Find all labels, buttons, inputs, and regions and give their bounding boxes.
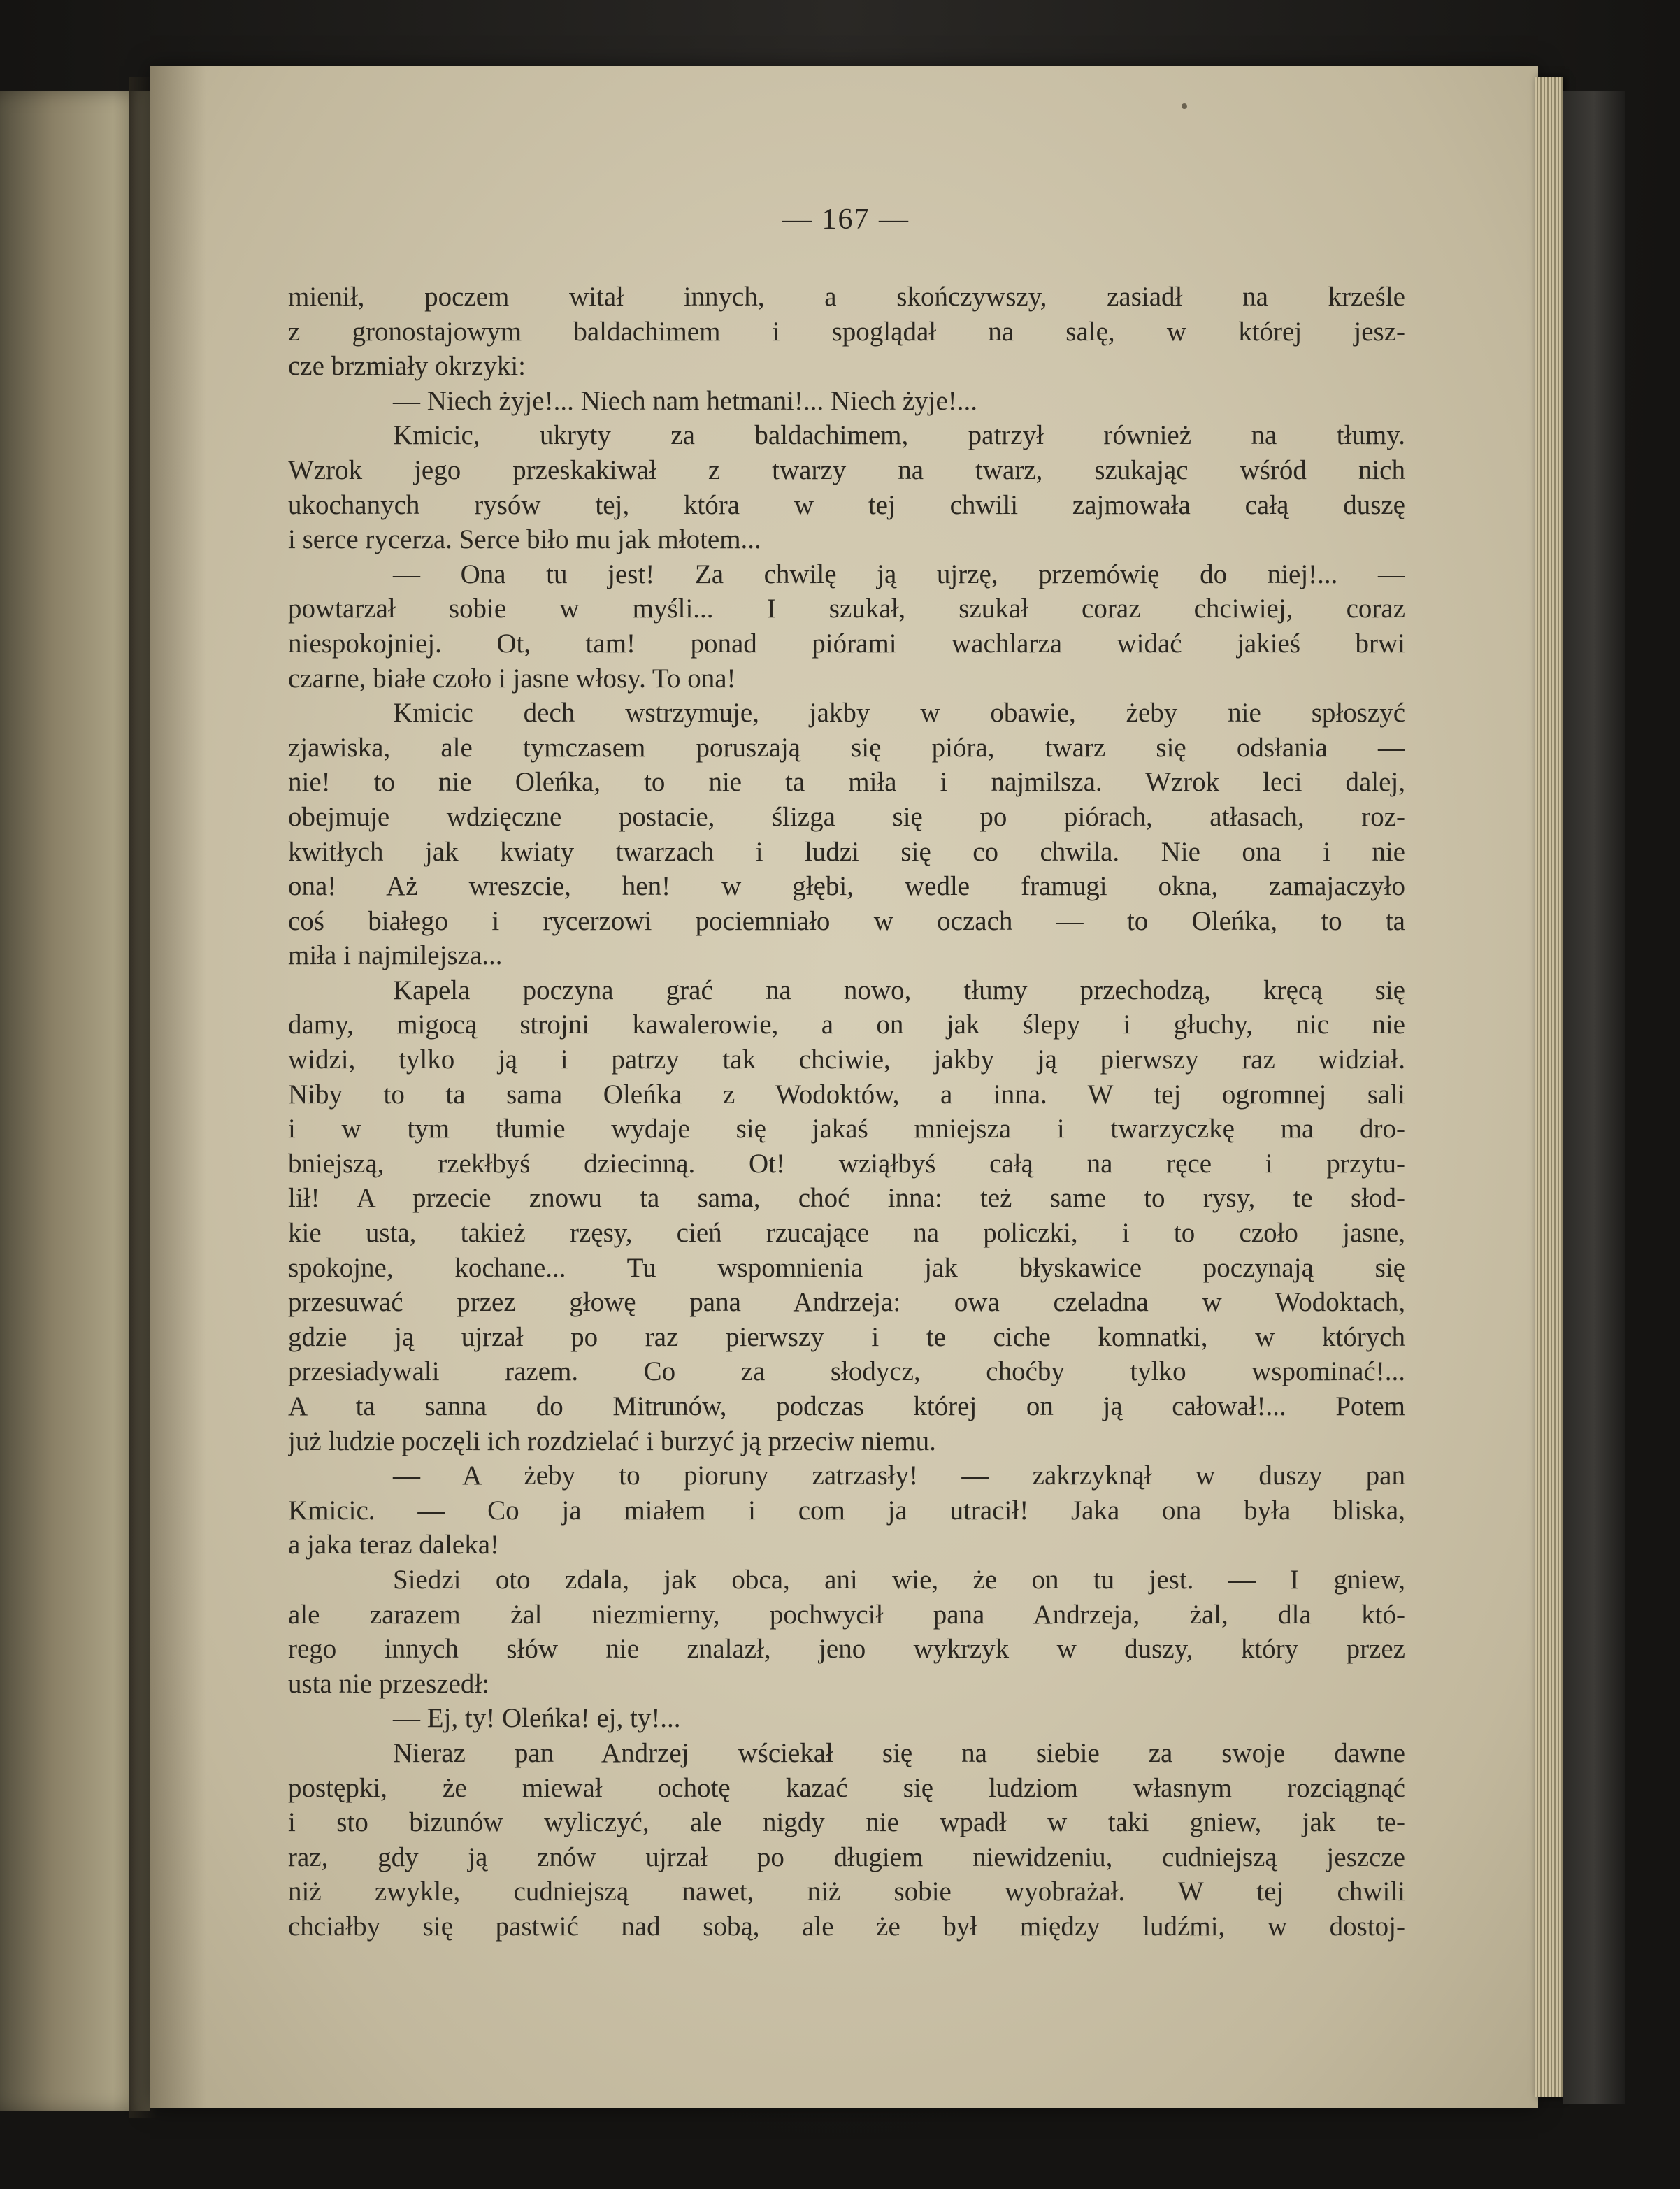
text-line: Niby to ta sama Oleńka z Wodoktów, a inna. W tej ogromnej sali <box>288 1079 1405 1110</box>
text-line: Kapela poczyna grać na nowo, tłumy przechodzą, kręcą się <box>393 975 1405 1005</box>
text-line: czarne, białe czoło i jasne włosy. To ona! <box>288 663 736 694</box>
text-line: — A żeby to pioruny zatrzasły! — zakrzyknął w duszy pan <box>393 1460 1405 1491</box>
text-line: przesuwać przez głowę pana Andrzeja: owa czeladna w Wodoktach, <box>288 1287 1405 1318</box>
text-line: Kmicic. — Co ja miałem i com ja utracił! Jaka ona była bliska, <box>288 1495 1405 1526</box>
text-line: gdzie ją ujrzał po raz pierwszy i te ciche komnatki, w których <box>288 1321 1405 1352</box>
text-line: cze brzmiały okrzyki: <box>288 351 526 382</box>
text-line: i serce rycerza. Serce biło mu jak młotem... <box>288 524 761 555</box>
text-line: spokojne, kochane... Tu wspomnienia jak błyskawice poczynają się <box>288 1252 1405 1283</box>
text-line: lił! A przecie znowu ta sama, choć inna: też same to rysy, te słod- <box>288 1183 1405 1214</box>
text-line: chciałby się pastwić nad sobą, ale że był między ludźmi, w dostoj- <box>288 1911 1405 1942</box>
text-line: raz, gdy ją znów ujrzał po długiem niewidzeniu, cudniejszą jeszcze <box>288 1842 1405 1872</box>
text-line: zjawiska, ale tymczasem poruszają się pióra, twarz się odsłania — <box>288 732 1405 763</box>
text-line: Siedzi oto zdala, jak obca, ani wie, że on tu jest. — I gniew, <box>393 1564 1405 1595</box>
text-line: damy, migocą strojni kawalerowie, a on jak ślepy i głuchy, nic nie <box>288 1010 1405 1040</box>
text-line: ona! Aż wreszcie, hen! w głębi, wedle framugi okna, zamajaczyło <box>288 871 1405 902</box>
text-line: — Ona tu jest! Za chwilę ją ujrzę, przemówię do niej!... — <box>393 559 1405 589</box>
text-line: rego innych słów nie znalazł, jeno wykrzyk w duszy, który przez <box>288 1634 1405 1665</box>
text-line: postępki, że miewał ochotę kazać się ludziom własnym rozciągnąć <box>288 1772 1405 1803</box>
left-page-edge <box>0 91 150 2111</box>
text-line: mienił, poczem witał innych, a skończywszy, zasiadł na krześle <box>288 282 1405 312</box>
text-line: A ta sanna do Mitrunów, podczas której on ją całował!... Potem <box>288 1391 1405 1421</box>
text-line: niż zwykle, cudniejszą nawet, niż sobie wyobrażał. W tej chwili <box>288 1876 1405 1907</box>
text-line: ukochanych rysów tej, która w tej chwili zajmowała całą duszę <box>288 489 1405 520</box>
book-cover-edge <box>1563 91 1625 2104</box>
text-line: Kmicic, ukryty za baldachimem, patrzył również na tłumy. <box>393 420 1405 451</box>
text-line: — Niech żyje!... Niech nam hetmani!... Niech żyje!... <box>393 385 978 416</box>
text-line: kwitłych jak kwiaty twarzach i ludzi się co chwila. Nie ona i nie <box>288 836 1405 867</box>
text-line: i sto bizunów wyliczyć, ale nigdy nie wpadł w taki gniew, jak te- <box>288 1807 1405 1838</box>
text-line: Kmicic dech wstrzymuje, jakby w obawie, żeby nie spłoszyć <box>393 698 1405 729</box>
text-line: Wzrok jego przeskakiwał z twarzy na twarz, szukając wśród nich <box>288 454 1405 485</box>
body-text <box>288 280 1405 1944</box>
text-line: miła i najmilejsza... <box>288 940 503 971</box>
page-stack-edges <box>1535 77 1563 2097</box>
text-line: a jaka teraz daleka! <box>288 1530 500 1560</box>
text-line: bniejszą, rzekłbyś dziecinną. Ot! wziąłbyś całą na ręce i przytu- <box>288 1148 1405 1179</box>
text-line: i w tym tłumie wydaje się jakaś mniejsza i twarzyczkę ma dro- <box>288 1114 1405 1144</box>
text-line: usta nie przeszedł: <box>288 1668 490 1699</box>
text-line: ale zarazem żal niezmierny, pochwycił pana Andrzeja, żal, dla któ- <box>288 1599 1405 1630</box>
text-line: Nieraz pan Andrzej wściekał się na siebie za swoje dawne <box>393 1737 1405 1768</box>
text-line: powtarzał sobie w myśli... I szukał, szukał coraz chciwiej, coraz <box>288 594 1405 624</box>
text-line: przesiadywali razem. Co za słodycz, choćby tylko wspominać!... <box>288 1356 1405 1387</box>
text-line: obejmuje wdzięczne postacie, ślizga się po piórach, atłasach, roz- <box>288 801 1405 832</box>
text-line: kie usta, takież rzęsy, cień rzucające na policzki, i to czoło jasne, <box>288 1218 1405 1249</box>
text-line: widzi, tylko ją i patrzy tak chciwie, jakby ją pierwszy raz widział. <box>288 1045 1405 1075</box>
page-number: — 167 — <box>782 203 910 236</box>
text-line: coś białego i rycerzowi pociemniało w oczach — to Oleńka, to ta <box>288 905 1405 936</box>
text-line: już ludzie poczęli ich rozdzielać i burzyć ją przeciw niemu. <box>288 1426 936 1456</box>
text-line: z gronostajowym baldachimem i spoglądał na salę, w której jesz- <box>288 316 1405 347</box>
text-line: — Ej, ty! Oleńka! ej, ty!... <box>393 1703 681 1734</box>
paper-speck <box>1182 103 1187 109</box>
text-line: niespokojniej. Ot, tam! ponad piórami wachlarza widać jakieś brwi <box>288 628 1405 659</box>
text-line: nie! to nie Oleńka, to nie ta miła i najmilsza. Wzrok leci dalej, <box>288 767 1405 798</box>
